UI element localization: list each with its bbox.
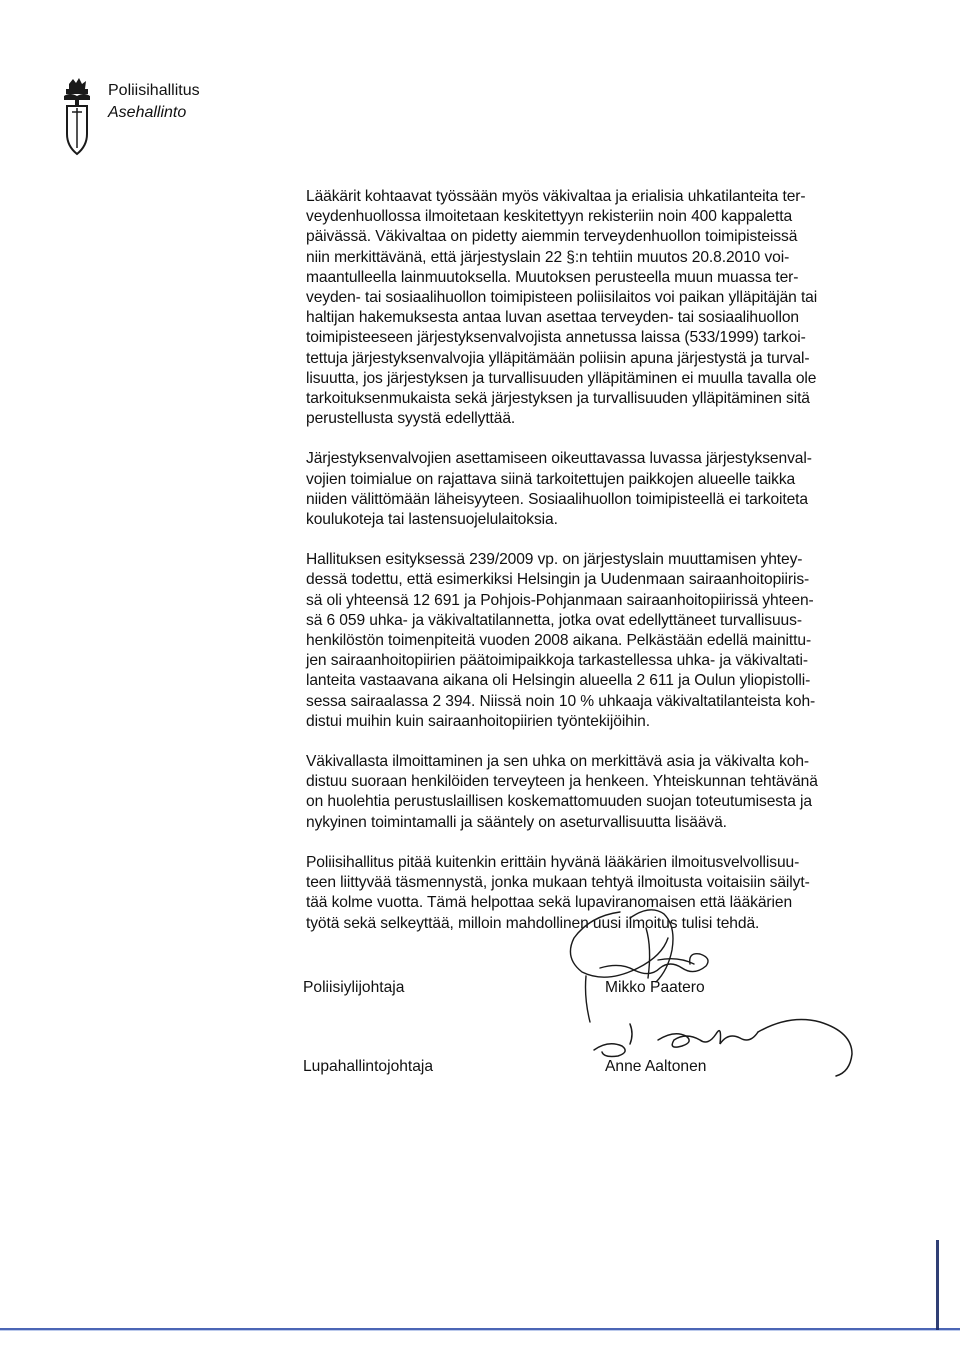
department-name: Asehallinto	[108, 104, 187, 121]
paragraph: Poliisihallitus pitää kuitenkin erittäin hyvänä lääkärien ilmoitusvelvollisuu- teen liittyvää täsmennystä, jonka mukaan tehtyä ilmoitusta voitaisiin säilyt- tää kolme vuotta. Tämä helpottaa sekä lupaviranomaisen että lääkärien työtä sekä selkeyttää, milloin mahdollinen uusi ilmoitus tulisi tehdä.	[306, 853, 810, 932]
letter-body	[306, 187, 884, 954]
paragraph: Väkivallasta ilmoittaminen ja sen uhka on merkittävä asia ja väkivalta koh- distuu suoraan henkilöiden terveyteen ja henkeen. Yhteiskunnan tehtävänä on huolehtia perustuslaillisen koskemattomuuden suojan toteutumisesta ja nykyinen toimintamalli ja sääntely on aseturvallisuutta lisäävä.	[306, 753, 818, 831]
scan-edge-line	[936, 1240, 939, 1330]
organization-name: Poliisihallitus	[108, 82, 200, 99]
signer-title: Lupahallintojohtaja	[303, 1058, 434, 1075]
organization-block	[108, 80, 200, 124]
signer-name: Anne Aaltonen	[605, 1058, 707, 1075]
paragraph: Lääkärit kohtaavat työssään myös väkivaltaa ja erialisia uhkatilanteita ter- veydenhuollossa ilmoitetaan keskitettyyn rekisteriin noin 400 kappaletta päivässä. Väkivaltaa on pidetty aiemmin terveydenhuollon toimipisteissä niin merkittävänä, että järjestyslain 22 §:n tehtiin muutos 20.8.2010 voi- maantulleella lainmuutoksella. Muutoksen perusteella muun muassa ter- veyden- tai sosiaalihuollon toimipisteen poliisilaitos voi paikan ylläpitäjän tai haltijan hakemuksesta antaa luvan asettaa terveyden- tai sosiaalihuollon toimipisteeseen järjestyksenvalvojista annetussa laissa (533/1999) tarkoi- tettuja järjestyksenvalvojia ylläpitämään poliisin apuna järjestystä ja turval- lisuutta, jos järjestyksen ja turvallisuuden ylläpitäminen ei muulla tavalla ole tarkoituksenmukaista sekä järjestyksen ja turvallisuuden ylläpitäminen sitä perustellusta syystä edellyttää.	[306, 188, 818, 428]
letterhead	[60, 76, 200, 156]
police-crest-icon	[60, 76, 94, 156]
paragraph: Järjestyksenvalvojien asettamiseen oikeuttavassa luvassa järjestyksenval- vojien toimialue on rajattava siinä tarkoitettujen paikkojen alueelle taikka niiden välittömään läheisyyteen. Sosiaalihuollon toimipisteellä ei tarkoiteta koulukoteja tai lastensuojelulaitoksia.	[306, 450, 812, 529]
signer-name: Mikko Paatero	[605, 979, 705, 996]
signer-title: Poliisiylijohtaja	[303, 979, 405, 996]
scan-edge-line	[0, 1326, 960, 1334]
paragraph: Hallituksen esityksessä 239/2009 vp. on järjestyslain muuttamisen yhtey- dessä todettu, että esimerkiksi Helsingin ja Uudenmaan sairaanhoitopiiris- sä oli yhteensä 12 691 ja Pohjois-Pohjanmaan sairaanhoitopiirissä yhteen- sä 6 059 uhka- ja väkivaltatilannetta, jotka ovat edellyttäneet turvallisuus- henkilöstön toimenpiteitä vuoden 2008 aikana. Pelkästään edellä mainittu- jen sairaanhoitopiirien päätoimipaikkoja tarkastellessa uhka- ja väkivaltati- lanteita vastaavana aikana oli Helsingin alueella 2 611 ja Oulun yliopistolli- sessa sairaalassa 2 394. Niissä noin 10 % uhkaaja väkivaltatilanteista koh- distui muihin kuin sairaanhoitopiirien työntekijöihin.	[306, 551, 816, 730]
